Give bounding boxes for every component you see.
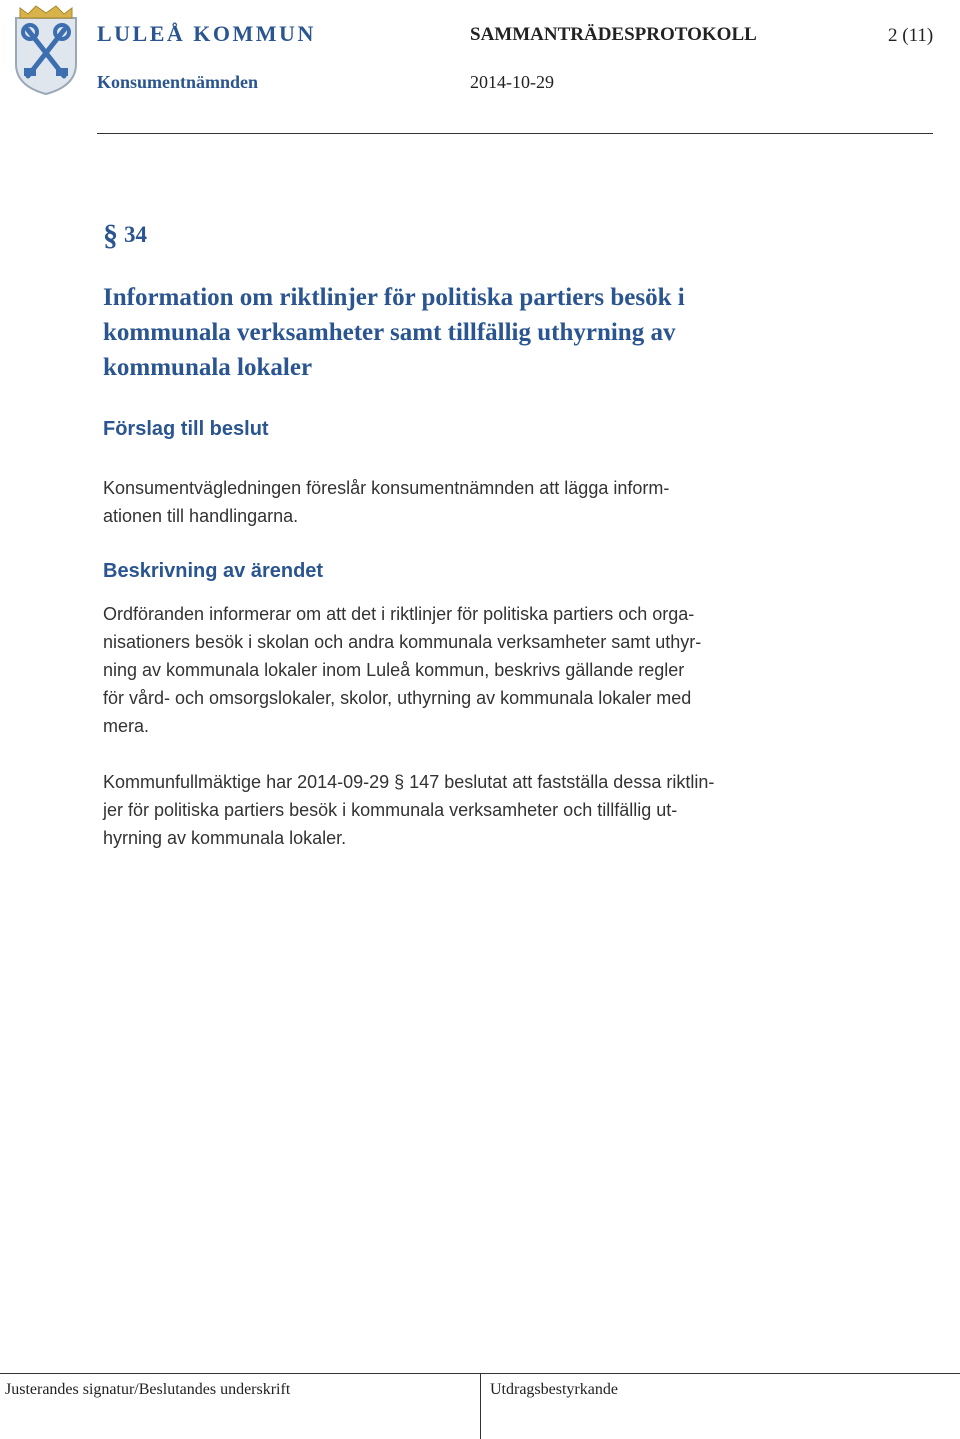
title-line: kommunala verksamheter samt tillfällig uthyrning av <box>103 319 676 346</box>
proposal-heading: Förslag till beslut <box>103 418 269 440</box>
decision-text <box>103 768 803 852</box>
section-number: 34 <box>124 222 147 247</box>
text-line: ning av kommunala lokaler inom Luleå kommun, beskrivs gällande regler <box>103 660 685 680</box>
committee-name: Konsumentnämnden <box>97 72 259 92</box>
meeting-date: 2014-10-29 <box>470 72 554 92</box>
item-title <box>103 280 823 385</box>
text-line: hyrning av kommunala lokaler. <box>103 828 347 848</box>
text-line: mera. <box>103 716 150 736</box>
header-divider <box>97 133 933 134</box>
paragraph-number <box>103 219 147 253</box>
description-text <box>103 600 803 740</box>
footer-column-divider <box>480 1373 481 1439</box>
proposal-text <box>103 474 803 530</box>
text-line: jer för politiska partiers besök i kommunala verksamheter och tillfällig ut- <box>103 800 678 820</box>
title-line: kommunala lokaler <box>103 354 313 381</box>
municipality-name: LULEÅ KOMMUN <box>97 21 316 46</box>
title-line: Information om riktlinjer för politiska partiers besök i <box>103 284 685 311</box>
document-type: SAMMANTRÄDESPROTOKOLL <box>470 24 757 45</box>
section-symbol: § <box>103 219 118 252</box>
text-line: ationen till handlingarna. <box>103 506 299 526</box>
signature-field-label: Justerandes signatur/Beslutandes underskrift <box>5 1381 291 1398</box>
text-line: Konsumentvägledningen föreslår konsumentnämnden att lägga inform- <box>103 478 670 498</box>
text-line: nisationers besök i skolan och andra kommunala verksamheter samt uthyr- <box>103 632 702 652</box>
text-line: Kommunfullmäktige har 2014-09-29 § 147 beslutat att fastställa dessa riktlin- <box>103 772 715 792</box>
text-line: för vård- och omsorgslokaler, skolor, uthyrning av kommunala lokaler med <box>103 688 692 708</box>
certification-field-label: Utdragsbestyrkande <box>490 1381 618 1398</box>
page-number: 2 (11) <box>888 25 934 46</box>
description-heading: Beskrivning av ärendet <box>103 560 324 582</box>
text-line: Ordföranden informerar om att det i riktlinjer för politiska partiers och orga- <box>103 604 695 624</box>
lulea-coat-of-arms-icon <box>12 4 80 96</box>
